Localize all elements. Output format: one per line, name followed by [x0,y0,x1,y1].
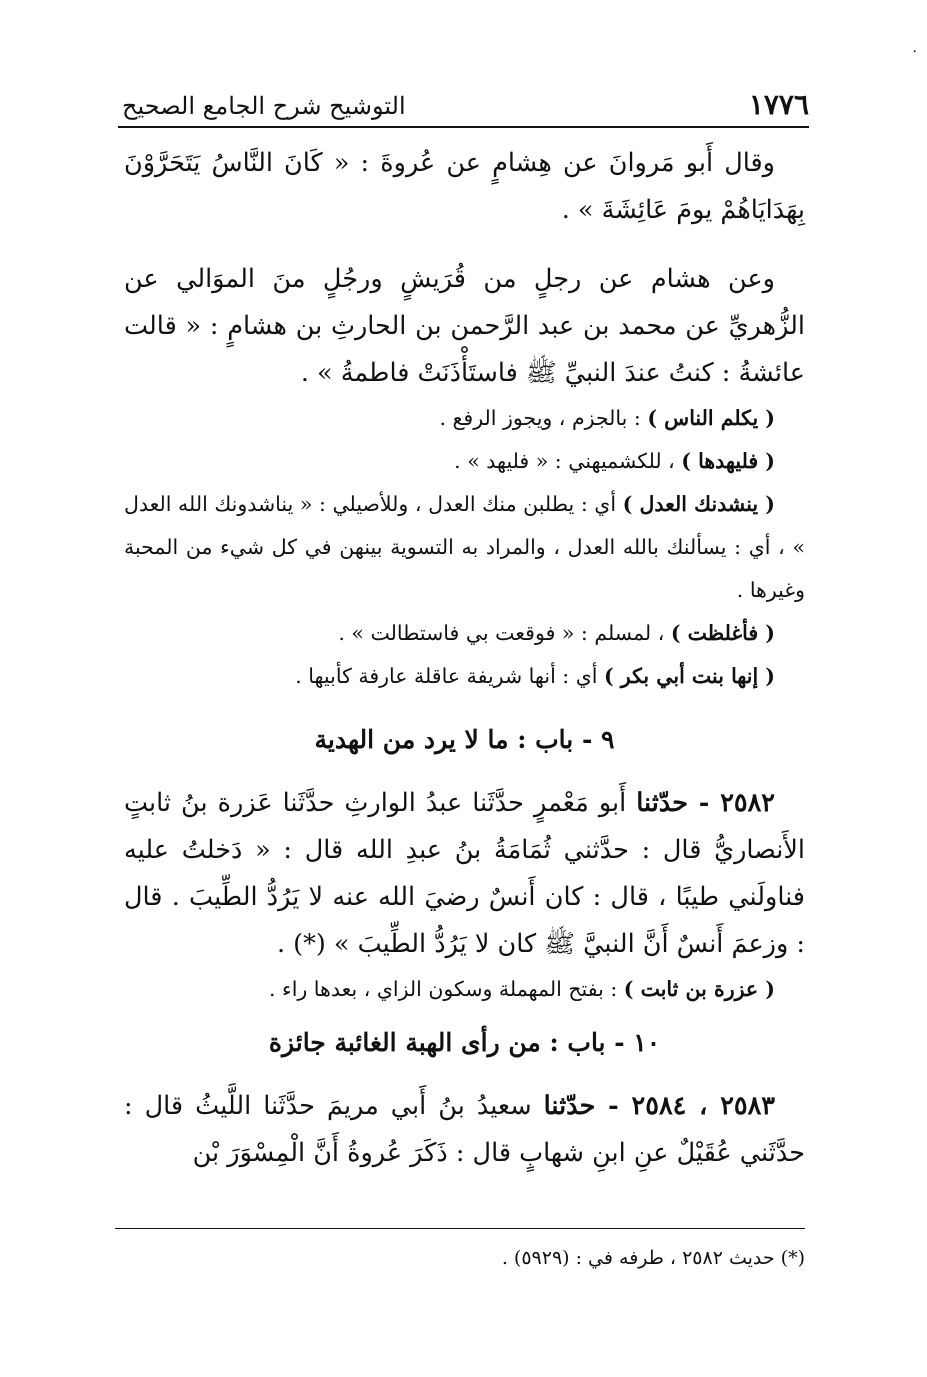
note-text: : بفتح المهملة وسكون الزاي ، بعدها راء . [269,977,624,1001]
note-term: ( ينشدنك العدل ) [622,492,775,516]
chapter-heading-10: ١٠ - باب : من رأى الهبة الغائبة جائزة [268,1028,661,1057]
running-header [118,82,809,128]
note-term: ( فأغلظت ) [670,621,775,645]
note-text: ، لمسلم : « فوقعت بي فاستطالت » . [338,621,671,645]
hadith-text: سعيدُ بنُ أَبي مريمَ حدَّثَنا اللَّيثُ قال : حدَّثَني عُقَيْلٌ عنِ ابنِ شهابٍ قال : ذَكَرَ عُروةُ أَنَّ الْمِسْوَرَ بْن [124,1091,805,1168]
commentary-note-1 [124,397,805,440]
paragraph-1: وقال أَبو مَروانَ عن هِشامٍ عن عُروةَ : « كَانَ النَّاسُ يَتَحَرَّوْنَ بِهَدَايَاهُمْ يومَ عَائِشَةَ » . [124,148,805,225]
hadith-2583-2584 [124,1083,805,1177]
commentary-note-4 [124,612,805,655]
book-title: التوشيح شرح الجامع الصحيح [122,92,406,120]
commentary-note-5 [124,655,805,698]
note-text: أي : أنها شريفة عاقلة عارفة كأبيها . [295,664,604,688]
hadith-number: ٢٥٨٣ ، ٢٥٨٤ - حدّثنا [543,1091,775,1121]
note-term: ( إنها بنت أبي بكر ) [603,664,775,688]
note-text: : بالجزم ، ويجوز الرفع . [439,406,648,430]
chapter-heading-9: ٩ - باب : ما لا يرد من الهدية [314,725,615,754]
footnote-divider [115,1228,805,1229]
footnote: (*) حديث ٢٥٨٢ ، طرفه في : (٥٩٢٩) . [501,1247,805,1269]
commentary-note-2 [124,440,805,483]
note-term: ( فليهدها ) [681,449,775,473]
stray-mark: . [912,40,917,56]
note-text: أي : يطلبن منك العدل ، وللأصيلي : « يناشدونك الله العدل » ، أي : يسألنك بالله العدل ، والمراد به التسوية بينهن في كل شيء من المحبة وغيرها . [124,492,805,602]
hadith-2582 [124,780,805,968]
page-body [124,140,805,1177]
hadith-number: ٢٥٨٢ - حدّثنا [636,788,775,818]
hadith-text: أَبو مَعْمرٍ حدَّثَنا عبدُ الوارثِ حدَّثَنا عَزرة بنُ ثابتٍ الأَنصاريُّ قال : حدَّثني ثُمَامَةُ بنُ عبدِ الله قال : « دَخلتُ عليه فناولَني طيبًا ، قال : كان أَنسٌ رضيَ الله عنه لا يَرُدُّ الطِّيبَ . قال : وزعمَ أَنسٌ أَنَّ النبيَّ ﷺ كان لا يَرُدُّ الطِّيبَ » (*) . [124,788,805,959]
note-text: ، للكشميهني : « فليهد » . [454,449,682,473]
commentary-note-3 [124,483,805,612]
paragraph-2: وعن هشام عن رجلٍ من قُرَيشٍ ورجُلٍ منَ الموَالي عن الزُّهريِّ عن محمد بن عبد الرَّحمن بن الحارثِ بن هشامٍ : « قالت عائشةُ : كنتُ عندَ النبيِّ ﷺ فاستَأْذَنَتْ فاطمةُ » . [124,264,805,388]
commentary-note-6 [124,968,805,1011]
note-term: ( يكلم الناس ) [647,406,775,430]
page-number: ١٧٧٦ [748,88,809,121]
note-term: ( عزرة بن ثابت ) [623,977,775,1001]
